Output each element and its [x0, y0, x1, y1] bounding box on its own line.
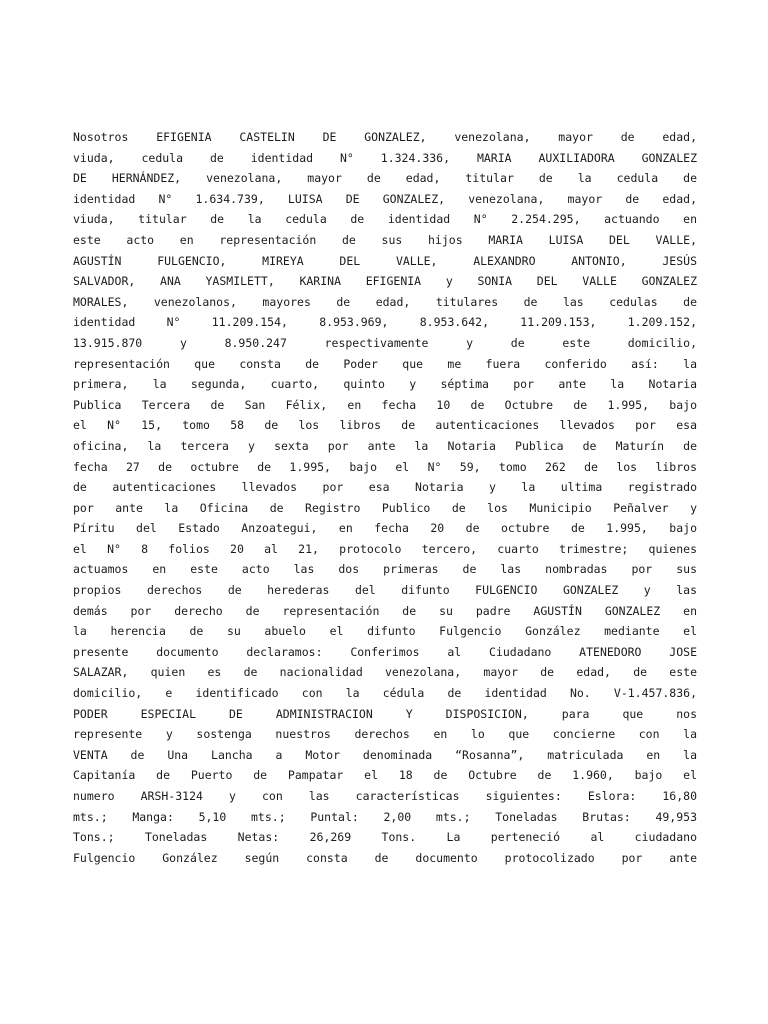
text-line: de autenticaciones llevados por esa Notaria y la ultima registrado [73, 480, 697, 495]
text-line: Tons.; Toneladas Netas: 26,269 Tons. La perteneció al ciudadano [73, 830, 697, 845]
text-line: presente documento declaramos: Conferimos al Ciudadano ATENEDORO JOSE [73, 644, 697, 659]
text-line: fecha 27 de octubre de 1.995, bajo el N° 59, tomo 262 de los libros [73, 459, 697, 474]
text-line: el N° 15, tomo 58 de los libros de autenticaciones llevados por esa [73, 418, 697, 433]
text-line: domicilio, e identificado con la cédula de identidad No. V-1.457.836, [73, 686, 697, 701]
text-line: la herencia de su abuelo el difunto Fulgencio González mediante el [73, 624, 697, 639]
text-line: DE HERNÁNDEZ, venezolana, mayor de edad, titular de la cedula de [73, 171, 697, 186]
text-line: Fulgencio González según consta de documento protocolizado por ante [73, 850, 697, 865]
text-line: mts.; Manga: 5,10 mts.; Puntal: 2,00 mts.; Toneladas Brutas: 49,953 [73, 809, 697, 824]
text-line: SALVADOR, ANA YASMILETT, KARINA EFIGENIA y SONIA DEL VALLE GONZALEZ [73, 274, 697, 289]
text-line: demás por derecho de representación de su padre AGUSTÍN GONZALEZ en [73, 603, 697, 618]
text-line: actuamos en este acto las dos primeras de las nombradas por sus [73, 562, 697, 577]
document-body [73, 127, 697, 868]
text-line: este acto en representación de sus hijos MARIA LUISA DEL VALLE, [73, 232, 697, 247]
text-line: propios derechos de herederas del difunto FULGENCIO GONZALEZ y las [73, 583, 697, 598]
text-line: Capitanía de Puerto de Pampatar el 18 de Octubre de 1.960, bajo el [73, 768, 697, 783]
text-line: Nosotros EFIGENIA CASTELIN DE GONZALEZ, venezolana, mayor de edad, [73, 130, 697, 144]
text-line: viuda, cedula de identidad N° 1.324.336, MARIA AUXILIADORA GONZALEZ [73, 150, 697, 165]
text-line: numero ARSH-3124 y con las características siguientes: Eslora: 16,80 [73, 789, 697, 803]
text-line: MORALES, venezolanos, mayores de edad, titulares de las cedulas de [73, 294, 697, 309]
text-line: el N° 8 folios 20 al 21, protocolo tercero, cuarto trimestre; quienes [73, 541, 697, 556]
text-line: VENTA de Una Lancha a Motor denominada “Rosanna”, matriculada en la [73, 747, 697, 762]
text-line: representación que consta de Poder que me fuera conferido así: la [73, 356, 697, 371]
text-line: por ante la Oficina de Registro Publico de los Municipio Peñalver y [73, 500, 697, 515]
text-line: viuda, titular de la cedula de identidad N° 2.254.295, actuando en [73, 212, 697, 227]
text-line: identidad N° 1.634.739, LUISA DE GONZALEZ, venezolana, mayor de edad, [73, 191, 697, 206]
text-line: AGUSTÍN FULGENCIO, MIREYA DEL VALLE, ALEXANDRO ANTONIO, JESÚS [73, 253, 697, 268]
text-line: identidad N° 11.209.154, 8.953.969, 8.953.642, 11.209.153, 1.209.152, [73, 315, 697, 330]
text-line: oficina, la tercera y sexta por ante la Notaria Publica de Maturín de [73, 438, 697, 453]
text-line: PODER ESPECIAL DE ADMINISTRACION Y DISPOSICION, para que nos [73, 706, 697, 721]
text-line: Publica Tercera de San Félix, en fecha 10 de Octubre de 1.995, bajo [73, 397, 697, 412]
text-line: SALAZAR, quien es de nacionalidad venezolana, mayor de edad, de este [73, 665, 697, 680]
text-line: represente y sostenga nuestros derechos en lo que concierne con la [73, 727, 697, 742]
text-line: 13.915.870 y 8.950.247 respectivamente y de este domicilio, [73, 335, 697, 350]
text-line: primera, la segunda, cuarto, quinto y séptima por ante la Notaria [73, 377, 697, 392]
text-line: Píritu del Estado Anzoategui, en fecha 20 de octubre de 1.995, bajo [73, 521, 697, 536]
